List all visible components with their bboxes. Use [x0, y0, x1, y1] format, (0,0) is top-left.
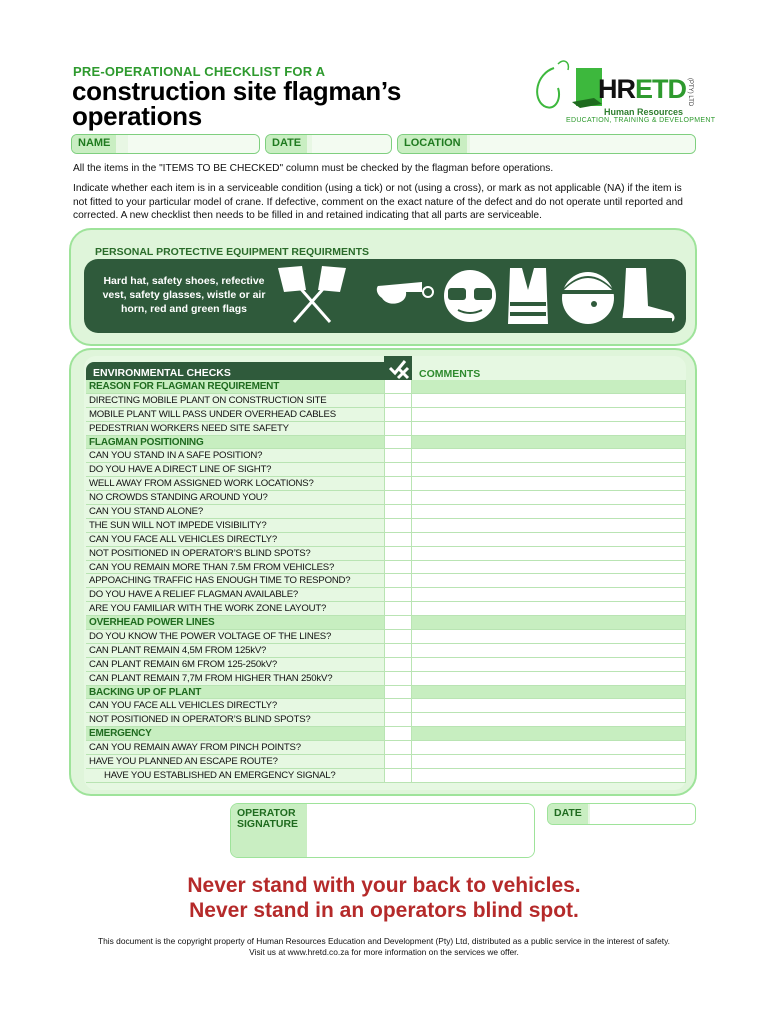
comment-cell[interactable] [412, 547, 686, 561]
ppe-heading: PERSONAL PROTECTIVE EQUIPMENT REQUIRMENTS [95, 246, 369, 258]
table-row [86, 408, 686, 422]
table-row [86, 588, 686, 602]
date-label: DATE [266, 135, 307, 153]
comment-cell[interactable] [412, 491, 686, 505]
comment-cell[interactable] [412, 602, 686, 616]
check-item-label: NO CROWDS STANDING AROUND YOU? [86, 491, 384, 505]
table-row [86, 672, 686, 686]
comment-cell[interactable] [412, 505, 686, 519]
tick-cell[interactable] [384, 602, 412, 616]
date-field[interactable] [265, 134, 392, 154]
tick-cell[interactable] [384, 769, 412, 783]
check-item-label: WELL AWAY FROM ASSIGNED WORK LOCATIONS? [86, 477, 384, 491]
signoff-date-label: DATE [548, 804, 588, 824]
operator-signature-label-cell [231, 804, 307, 857]
table-row [86, 394, 686, 408]
comment-cell[interactable] [412, 741, 686, 755]
section-title: BACKING UP OF PLANT [86, 686, 384, 700]
table-row [86, 713, 686, 727]
table-row [86, 491, 686, 505]
logo-pty: (PTY) LTD [687, 78, 693, 107]
table-row [86, 477, 686, 491]
tick-cell[interactable] [384, 408, 412, 422]
comment-cell[interactable] [412, 561, 686, 575]
comment-cell[interactable] [412, 533, 686, 547]
check-item-label: NOT POSITIONED IN OPERATOR’S BLIND SPOTS? [86, 713, 384, 727]
location-label: LOCATION [398, 135, 467, 153]
tick-cell[interactable] [384, 644, 412, 658]
table-row [86, 422, 686, 436]
check-item-label: NOT POSITIONED IN OPERATOR’S BLIND SPOTS? [86, 547, 384, 561]
comment-cell[interactable] [412, 422, 686, 436]
table-row [86, 741, 686, 755]
title-line-1: construction site flagman’s [72, 76, 401, 106]
tick-cross-icon [384, 356, 412, 380]
tick-cell[interactable] [384, 574, 412, 588]
name-field[interactable] [71, 134, 260, 154]
ppe-description: Hard hat, safety shoes, refective vest, safety glasses, wistle or air horn, red and green flags [102, 275, 266, 315]
name-input[interactable] [128, 135, 259, 153]
check-item-label: CAN YOU REMAIN AWAY FROM PINCH POINTS? [86, 741, 384, 755]
check-item-label: ARE YOU FAMILIAR WITH THE WORK ZONE LAYOUT? [86, 602, 384, 616]
section-header-row [86, 616, 686, 630]
tick-cell[interactable] [384, 658, 412, 672]
table-row [86, 533, 686, 547]
logo-company: Human Resources [604, 107, 684, 117]
comment-cell[interactable] [412, 449, 686, 463]
logo-tagline: EDUCATION, TRAINING & DEVELOPMENT [566, 117, 716, 124]
instruction-paragraph: Indicate whether each item is in a serviceable condition (using a tick) or not (using a cross), or mark as not applicable (NA) if the item is not fitted to your particular model of crane. If defective, comment on the exact nature of the defect and do not operate until reported and corrected. A new checklist then needs to be filled in and retained indicating that all parts are serviceable. [73, 183, 683, 221]
table-row [86, 505, 686, 519]
section-title: OVERHEAD POWER LINES [86, 616, 384, 630]
section-title: FLAGMAN POSITIONING [86, 436, 384, 450]
logo-wordmark: HRETD [598, 74, 686, 104]
table-row [86, 561, 686, 575]
tick-cell[interactable] [384, 713, 412, 727]
table-row [86, 602, 686, 616]
section-title: REASON FOR FLAGMAN REQUIREMENT [86, 380, 384, 394]
safety-glasses-icon [444, 270, 496, 322]
comment-cell[interactable] [412, 519, 686, 533]
table-row [86, 449, 686, 463]
whistle-icon [377, 282, 433, 304]
check-item-label: CAN YOU FACE ALL VEHICLES DIRECTLY? [86, 699, 384, 713]
location-field[interactable] [397, 134, 696, 154]
section-header-row [86, 727, 686, 741]
comment-cell[interactable] [412, 672, 686, 686]
footer-website: Visit us at www.hretd.co.za for more information on the services we offer. [249, 947, 519, 957]
tick-cell[interactable] [384, 463, 412, 477]
document-subtitle: PRE-OPERATIONAL CHECKLIST FOR A [73, 64, 326, 79]
comment-cell[interactable] [412, 713, 686, 727]
table-row [86, 644, 686, 658]
comment-cell[interactable] [412, 574, 686, 588]
warning-line-1: Never stand with your back to vehicles. [187, 874, 581, 897]
check-item-label: PEDESTRIAN WORKERS NEED SITE SAFETY [86, 422, 384, 436]
tick-cell[interactable] [384, 561, 412, 575]
table-row [86, 769, 686, 783]
signoff-date-field[interactable] [547, 803, 696, 825]
vest-icon [508, 268, 548, 324]
tick-cell [384, 727, 412, 741]
check-item-label: APPOACHING TRAFFIC HAS ENOUGH TIME TO RESPOND? [86, 574, 384, 588]
section-header-row [86, 686, 686, 700]
tick-cell[interactable] [384, 519, 412, 533]
tick-cell [384, 616, 412, 630]
operator-signature-label: OPERATOR SIGNATURE [237, 807, 299, 830]
location-input[interactable] [470, 135, 695, 153]
company-logo [532, 54, 716, 130]
tick-cell [384, 686, 412, 700]
section-header-row [86, 436, 686, 450]
table-row [86, 547, 686, 561]
check-item-label: THE SUN WILL NOT IMPEDE VISIBILITY? [86, 519, 384, 533]
table-row [86, 574, 686, 588]
section-title: EMERGENCY [86, 727, 384, 741]
tick-cell[interactable] [384, 741, 412, 755]
check-item-label: HAVE YOU ESTABLISHED AN EMERGENCY SIGNAL? [86, 769, 384, 783]
tick-cell[interactable] [384, 394, 412, 408]
tick-cell[interactable] [384, 477, 412, 491]
check-item-label: CAN YOU FACE ALL VEHICLES DIRECTLY? [86, 533, 384, 547]
tick-cell[interactable] [384, 449, 412, 463]
signoff-date-input[interactable] [590, 804, 695, 824]
checklist-table [86, 380, 686, 783]
table-row [86, 463, 686, 477]
date-input[interactable] [312, 135, 391, 153]
check-item-label: CAN PLANT REMAIN 7,7M FROM HIGHER THAN 250kV? [86, 672, 384, 686]
flags-icon [278, 266, 346, 322]
name-label: NAME [72, 135, 116, 153]
document-title [72, 76, 401, 131]
safety-boot-icon [622, 268, 675, 322]
comment-cell [412, 616, 686, 630]
comment-cell[interactable] [412, 658, 686, 672]
comment-cell[interactable] [412, 477, 686, 491]
tick-cell[interactable] [384, 672, 412, 686]
comment-cell [412, 380, 686, 394]
table-row [86, 519, 686, 533]
comment-cell [412, 686, 686, 700]
title-line-2: operations [72, 101, 202, 131]
check-item-label: HAVE YOU PLANNED AN ESCAPE ROUTE? [86, 755, 384, 769]
check-item-label: CAN PLANT REMAIN 6M FROM 125-250kV? [86, 658, 384, 672]
comment-cell[interactable] [412, 630, 686, 644]
comment-cell[interactable] [412, 699, 686, 713]
comment-cell [412, 436, 686, 450]
table-row [86, 658, 686, 672]
comment-cell[interactable] [412, 755, 686, 769]
comment-cell[interactable] [412, 394, 686, 408]
tick-cell[interactable] [384, 699, 412, 713]
check-item-label: CAN PLANT REMAIN 4,5M FROM 125kV? [86, 644, 384, 658]
tick-cell[interactable] [384, 755, 412, 769]
table-row [86, 630, 686, 644]
tick-cell [384, 436, 412, 450]
tick-cell[interactable] [384, 491, 412, 505]
check-item-label: DO YOU KNOW THE POWER VOLTAGE OF THE LINES? [86, 630, 384, 644]
check-item-label: CAN YOU REMAIN MORE THAN 7.5M FROM VEHICLES? [86, 561, 384, 575]
comment-cell[interactable] [412, 769, 686, 783]
section-header-row [86, 380, 686, 394]
comment-cell[interactable] [412, 644, 686, 658]
operator-signature-input[interactable] [307, 804, 534, 857]
tick-cell[interactable] [384, 547, 412, 561]
comment-cell[interactable] [412, 408, 686, 422]
tick-cell[interactable] [384, 505, 412, 519]
footer-copyright: This document is the copyright property of Human Resources Education and Development (Pty) Ltd, distributed as a public service in the interest of safety. [98, 936, 670, 946]
tick-cell[interactable] [384, 422, 412, 436]
check-item-label: MOBILE PLANT WILL PASS UNDER OVERHEAD CABLES [86, 408, 384, 422]
table-row [86, 755, 686, 769]
comment-cell [412, 727, 686, 741]
check-item-label: CAN YOU STAND IN A SAFE POSITION? [86, 449, 384, 463]
comment-cell[interactable] [412, 588, 686, 602]
operator-signature-field[interactable] [230, 803, 535, 858]
comment-cell[interactable] [412, 463, 686, 477]
instruction-line: All the items in the "ITEMS TO BE CHECKED" column must be checked by the flagman before operations. [73, 163, 554, 174]
check-item-label: CAN YOU STAND ALONE? [86, 505, 384, 519]
hard-hat-icon [560, 272, 616, 324]
warning-line-2: Never stand in an operators blind spot. [189, 899, 579, 922]
tick-cell [384, 380, 412, 394]
check-item-label: DO YOU HAVE A RELIEF FLAGMAN AVAILABLE? [86, 588, 384, 602]
checklist-heading: ENVIRONMENTAL CHECKS [93, 367, 231, 379]
ppe-icons [272, 262, 682, 333]
tick-cell[interactable] [384, 588, 412, 602]
tick-cross-header [384, 356, 412, 380]
comments-heading: COMMENTS [419, 368, 481, 380]
check-item-label: DIRECTING MOBILE PLANT ON CONSTRUCTION SITE [86, 394, 384, 408]
table-row [86, 699, 686, 713]
tick-cell[interactable] [384, 533, 412, 547]
check-item-label: DO YOU HAVE A DIRECT LINE OF SIGHT? [86, 463, 384, 477]
tick-cell[interactable] [384, 630, 412, 644]
